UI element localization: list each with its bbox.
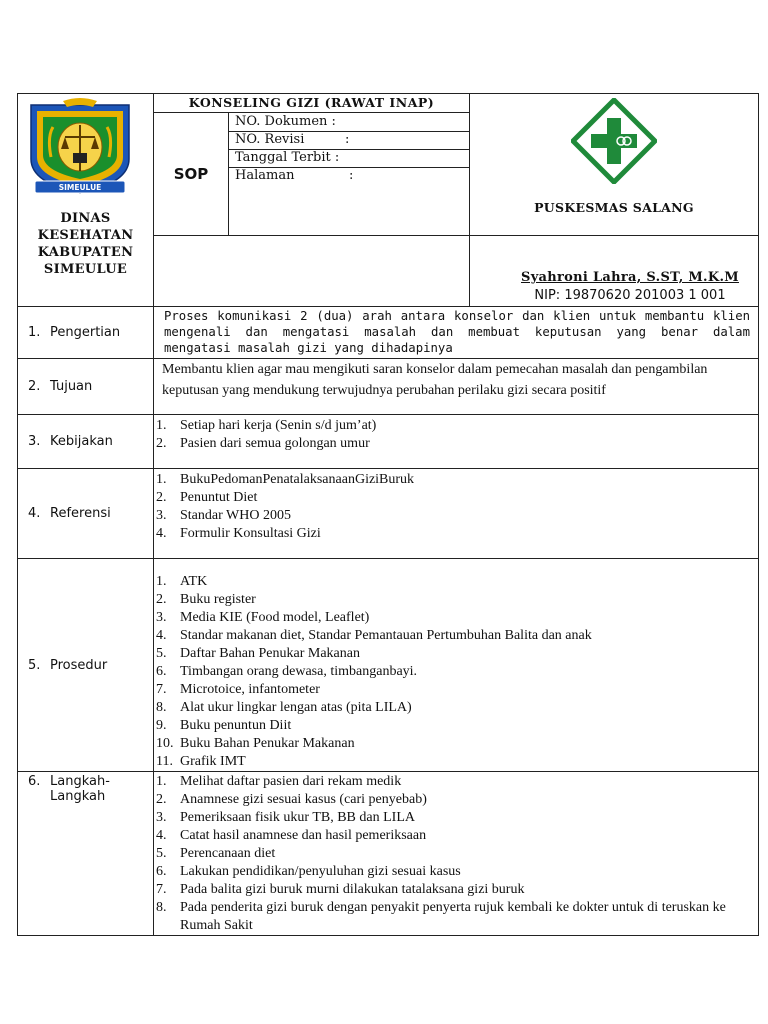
section-list-langkah: [154, 772, 759, 936]
list-item: 3. Standar WHO 2005: [156, 508, 291, 523]
signer-nip: NIP: 19870620 201003 1 001: [534, 288, 726, 303]
list-item: 7. Microtoice, infantometer: [156, 682, 320, 697]
meta-no-dokumen: NO. Dokumen :: [229, 113, 469, 132]
list-item: 7. Pada balita gizi buruk murni dilakukan tatalaksana gizi buruk: [156, 882, 525, 897]
list-item: 2. Pasien dari semua golongan umur: [156, 436, 370, 451]
section-label-prosedur: 5. Prosedur: [18, 559, 154, 772]
section-list-prosedur: [154, 559, 759, 772]
section-label-tujuan: 2. Tujuan: [18, 359, 154, 415]
section-text-tujuan: Membantu klien agar mau mengikuti saran konselor dalam pemecahan masalah dan pengambilan keputusan yang mendukung terwujudnya perubahan perilaku gizi secara positif: [154, 359, 759, 415]
section-text-pengertian: Proses komunikasi 2 (dua) arah antara konselor dan klien untuk membantu klien mengenali dan mengatasi masalah dan membuat keputusan yang benar dalam mengatasi masalah gizi yang dihadapinya: [154, 307, 759, 359]
puskesmas-logo-icon: [571, 98, 657, 184]
department-name: DINAS KESEHATAN KABUPATEN SIMEULUE: [37, 211, 134, 277]
list-item: 8. Pada penderita gizi buruk dengan penyakit penyerta rujuk kembali ke dokter untuk di teruskan ke Rumah Sakit: [156, 900, 726, 933]
list-item: 1. BukuPedomanPenatalaksanaanGiziBuruk: [156, 472, 415, 487]
list-item: 4. Standar makanan diet, Standar Pemantauan Pertumbuhan Balita dan anak: [156, 628, 592, 643]
list-item: 3. Media KIE (Food model, Leaflet): [156, 610, 370, 625]
section-label-kebijakan: 3. Kebijakan: [18, 415, 154, 469]
logo-cell: [18, 94, 154, 307]
list-item: 3. Pemeriksaan fisik ukur TB, BB dan LILA: [156, 810, 415, 825]
simeulue-emblem-icon: [23, 97, 137, 197]
section-list-referensi: [154, 469, 759, 559]
meta-no-revisi: NO. Revisi :: [229, 131, 469, 150]
list-item: 2. Penuntut Diet: [156, 490, 258, 505]
list-item: 4. Catat hasil anamnese dan hasil pemeriksaan: [156, 828, 427, 843]
prosedur-list: [154, 573, 758, 771]
langkah-list: [154, 773, 758, 935]
list-item: 8. Alat ukur lingkar lengan atas (pita LILA): [156, 700, 412, 715]
list-item: 1. Setiap hari kerja (Senin s/d jum’at): [156, 418, 377, 433]
sop-label: SOP: [154, 113, 229, 236]
document-meta: [229, 113, 470, 236]
simeulue-logo: [23, 97, 137, 197]
list-item: 2. Buku register: [156, 592, 256, 607]
list-item: 5. Daftar Bahan Penukar Makanan: [156, 646, 360, 661]
puskesmas-name: PUSKESMAS SALANG: [534, 200, 694, 215]
list-item: 1. Melihat daftar pasien dari rekam medik: [156, 774, 402, 789]
section-label-pengertian: 1. Pengertian: [18, 307, 154, 359]
signer-name: Syahroni Lahra, S.ST, M.K.M: [521, 270, 739, 285]
logo-banner-text: SIMEULUE: [58, 183, 102, 192]
list-item: 6. Lakukan pendidikan/penyuluhan gizi sesuai kasus: [156, 864, 461, 879]
referensi-list: [154, 471, 758, 543]
list-item: 9. Buku penuntun Diit: [156, 718, 292, 733]
list-item: 10. Buku Bahan Penukar Makanan: [156, 736, 355, 751]
blank-cell: [154, 236, 470, 307]
signature-cell: [470, 236, 759, 307]
kebijakan-list: [154, 417, 758, 453]
list-item: 5. Perencanaan diet: [156, 846, 276, 861]
section-label-referensi: 4. Referensi: [18, 469, 154, 559]
meta-halaman: Halaman :: [235, 168, 354, 183]
list-item: 11. Grafik IMT: [156, 754, 246, 769]
sop-document: [17, 93, 758, 931]
sop-table: [17, 93, 759, 936]
list-item: 4. Formulir Konsultasi Gizi: [156, 526, 321, 541]
list-item: 2. Anamnese gizi sesuai kasus (cari penyebab): [156, 792, 427, 807]
puskesmas-cell: [470, 94, 759, 236]
section-list-kebijakan: [154, 415, 759, 469]
list-item: 1. ATK: [156, 574, 208, 589]
list-item: 6. Timbangan orang dewasa, timbanganbayi.: [156, 664, 418, 679]
document-title: KONSELING GIZI (RAWAT INAP): [154, 94, 470, 113]
section-label-langkah: 6. Langkah- Langkah: [18, 772, 154, 936]
meta-tanggal-terbit: Tanggal Terbit :: [229, 149, 469, 168]
